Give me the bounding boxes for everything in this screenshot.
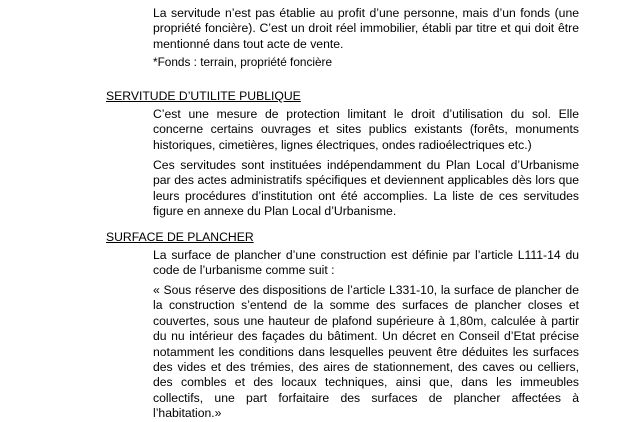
surface-de-plancher-heading: SURFACE DE PLANCHER <box>106 230 254 244</box>
servitude-utilite-publique-paragraph-1: C’est une mesure de protection limitant le droit d’utilisation du sol. Elle concerne certains ouvrages et sites publics existants (forêts, monuments historiques, cimetières, lignes électriques, ondes radioélectriques etc.) <box>153 107 579 152</box>
servitude-definition-paragraph: La servitude n’est pas établie au profit d’une personne, mais d’un fonds (une propriété foncière). C’est un droit réel immobilier, établi par titre et qui doit être mentionné dans tout acte de vente. <box>153 6 579 51</box>
article-l111-14-quote: « Sous réserve des dispositions de l’article L331-10, la surface de plancher de la construction s’entend de la somme des surfaces de plancher closes et couvertes, sous une hauteur de plafond supérieure à 1,80m, calculée à partir du nu intérieur des façades du bâtiment. Un décret en Conseil d’Etat précise notamment les conditions dans lesquelles peuvent être déduites les surfaces des vides et des trémies, des aires de stationnement, des caves ou celliers, des combles et des locaux techniques, ainsi que, dans les immeubles collectifs, une part forfaitaire des surfaces de plancher affectées à l’habitation.» <box>153 283 579 421</box>
servitude-utilite-publique-heading: SERVITUDE D’UTILITE PUBLIQUE <box>106 89 301 103</box>
fonds-footnote: *Fonds : terrain, propriété foncière <box>153 55 333 69</box>
servitude-utilite-publique-paragraph-2: Ces servitudes sont instituées indépendamment du Plan Local d’Urbanisme par des actes administratifs spécifiques et deviennent applicables dès lors que leurs procédures d’institution ont été accomplies. La liste de ces servitudes figure en annexe du Plan Local d’Urbanisme. <box>153 158 579 219</box>
surface-de-plancher-paragraph: La surface de plancher d’une construction est définie par l’article L111-14 du code de l’urbanisme comme suit : <box>153 248 579 278</box>
